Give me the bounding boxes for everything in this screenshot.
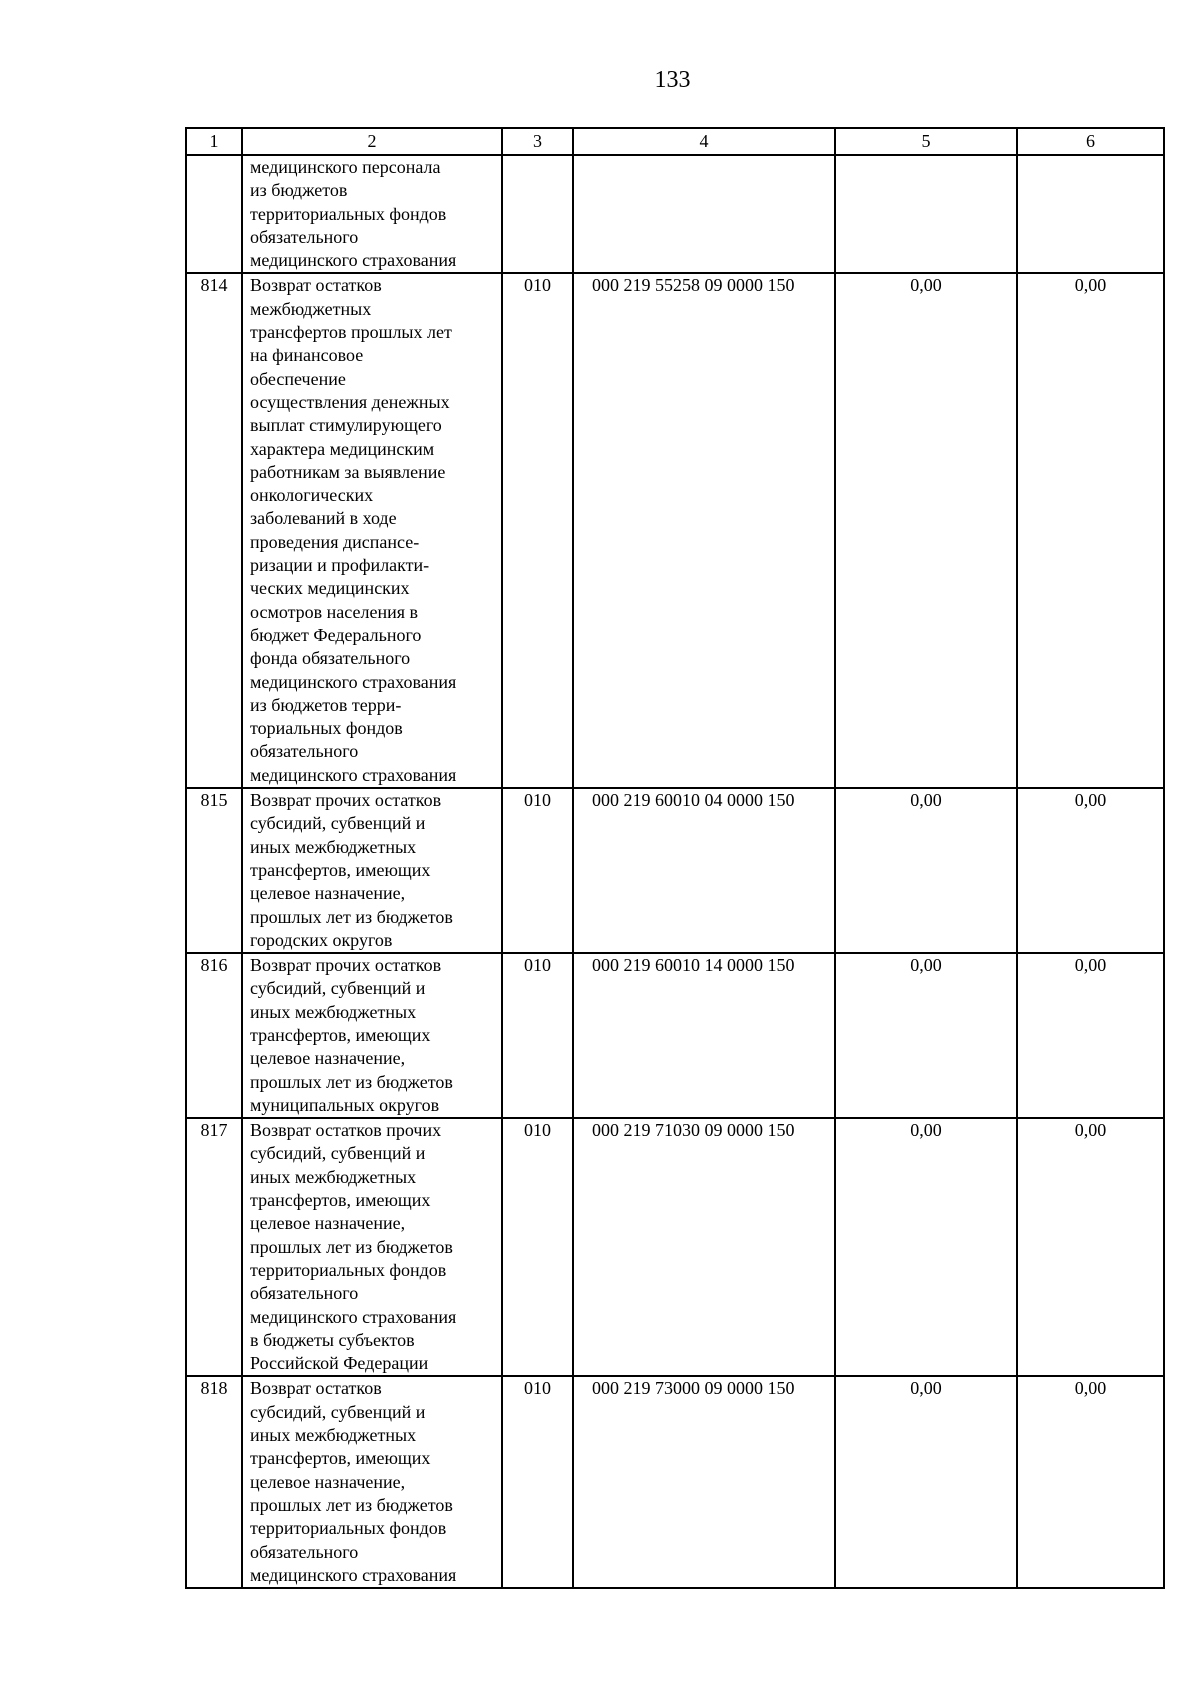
row-number — [186, 155, 242, 273]
row-name-line: субсидий, субвенций и — [250, 978, 426, 999]
admin-code — [502, 155, 573, 273]
row-number: 816 — [186, 953, 242, 1118]
row-name-line: целевое назначение, — [250, 1048, 406, 1069]
row-name-line: межбюджетных — [250, 298, 372, 319]
table-row — [186, 1376, 1164, 1588]
row-name — [242, 953, 502, 1118]
table-body — [186, 155, 1164, 1588]
amount-column-6: 0,00 — [1017, 788, 1164, 953]
row-name — [242, 1118, 502, 1376]
row-name-line: территориальных фондов — [250, 1259, 447, 1280]
amount-column-5: 0,00 — [835, 273, 1017, 788]
row-name-line: характера медицинским — [250, 438, 435, 459]
admin-code: 010 — [502, 273, 573, 788]
row-number: 815 — [186, 788, 242, 953]
admin-code: 010 — [502, 1118, 573, 1376]
row-name-line: трансфертов, имеющих — [250, 1024, 431, 1045]
row-name-line: целевое назначение, — [250, 883, 406, 904]
budget-classification-code: 000 219 71030 09 0000 150 — [573, 1118, 835, 1376]
row-name-line: в бюджеты субъектов — [250, 1329, 415, 1350]
page-number: 133 — [654, 67, 691, 93]
column-header-1: 1 — [186, 128, 242, 155]
budget-classification-code: 000 219 60010 04 0000 150 — [573, 788, 835, 953]
row-name-line: целевое назначение, — [250, 1471, 406, 1492]
row-name-line: заболеваний в ходе — [250, 508, 397, 529]
amount-column-6: 0,00 — [1017, 953, 1164, 1118]
row-name-line: прошлых лет из бюджетов — [250, 1071, 453, 1092]
column-header-3: 3 — [502, 128, 573, 155]
row-name-line: осуществления денежных — [250, 391, 450, 412]
row-name-line: медицинского страхования — [250, 1306, 457, 1327]
row-number: 817 — [186, 1118, 242, 1376]
row-name-line: Возврат остатков прочих — [250, 1120, 442, 1141]
amount-column-6: 0,00 — [1017, 1376, 1164, 1588]
row-name-line: обязательного — [250, 1541, 359, 1562]
row-name-line: субсидий, субвенций и — [250, 1143, 426, 1164]
table-row — [186, 953, 1164, 1118]
row-name-line: работникам за выявление — [250, 461, 446, 482]
amount-column-5: 0,00 — [835, 1376, 1017, 1588]
row-name-line: Возврат прочих остатков — [250, 955, 442, 976]
row-name-line: ризации и профилакти- — [250, 555, 430, 576]
admin-code: 010 — [502, 1376, 573, 1588]
amount-column-6: 0,00 — [1017, 1118, 1164, 1376]
budget-classification-code — [573, 155, 835, 273]
row-name — [242, 155, 502, 273]
amount-column-5: 0,00 — [835, 788, 1017, 953]
row-name-line: обязательного — [250, 741, 359, 762]
row-name-line: Возврат остатков — [250, 1378, 382, 1399]
row-number: 814 — [186, 273, 242, 788]
row-name-line: медицинского страхования — [250, 671, 457, 692]
budget-classification-code: 000 219 73000 09 0000 150 — [573, 1376, 835, 1588]
row-name-line: медицинского страхования — [250, 1564, 457, 1585]
row-name-line: фонда обязательного — [250, 648, 411, 669]
row-name-line: Российской Федерации — [250, 1353, 429, 1374]
row-name-line: иных межбюджетных — [250, 1001, 417, 1022]
row-name-line: ческих медицинских — [250, 578, 410, 599]
row-name-line: Возврат прочих остатков — [250, 790, 442, 811]
budget-classification-code: 000 219 60010 14 0000 150 — [573, 953, 835, 1118]
row-name-line: прошлых лет из бюджетов — [250, 1236, 453, 1257]
row-name-line: на финансовое — [250, 345, 364, 366]
row-name-line: трансфертов, имеющих — [250, 1448, 431, 1469]
row-name-line: иных межбюджетных — [250, 1166, 417, 1187]
row-name-line: целевое назначение, — [250, 1213, 406, 1234]
row-name-line: городских округов — [250, 929, 393, 950]
row-name-line: из бюджетов — [250, 180, 348, 201]
row-name-line: обеспечение — [250, 368, 346, 389]
row-name-line: территориальных фондов — [250, 203, 447, 224]
admin-code: 010 — [502, 953, 573, 1118]
table-row — [186, 155, 1164, 273]
budget-table — [185, 127, 1165, 1589]
table-row — [186, 273, 1164, 788]
header-row — [186, 128, 1164, 155]
row-name-line: территориальных фондов — [250, 1518, 447, 1539]
row-name-line: иных межбюджетных — [250, 836, 417, 857]
amount-column-5: 0,00 — [835, 953, 1017, 1118]
admin-code: 010 — [502, 788, 573, 953]
table-row — [186, 1118, 1164, 1376]
row-name-line: прошлых лет из бюджетов — [250, 1494, 453, 1515]
row-name — [242, 1376, 502, 1588]
row-name-line: муниципальных округов — [250, 1094, 440, 1115]
row-number: 818 — [186, 1376, 242, 1588]
column-header-6: 6 — [1017, 128, 1164, 155]
row-name-line: медицинского страхования — [250, 250, 457, 271]
amount-column-5: 0,00 — [835, 1118, 1017, 1376]
row-name-line: из бюджетов терри- — [250, 694, 402, 715]
row-name-line: иных межбюджетных — [250, 1425, 417, 1446]
row-name-line: медицинского страхования — [250, 764, 457, 785]
row-name-line: Возврат остатков — [250, 275, 382, 296]
row-name-line: медицинского персонала — [250, 157, 441, 177]
row-name-line: обязательного — [250, 1283, 359, 1304]
table-row — [186, 788, 1164, 953]
amount-column-6: 0,00 — [1017, 273, 1164, 788]
row-name-line: субсидий, субвенций и — [250, 1401, 426, 1422]
row-name-line: бюджет Федерального — [250, 624, 422, 645]
column-header-5: 5 — [835, 128, 1017, 155]
row-name-line: осмотров населения в — [250, 601, 419, 622]
row-name-line: трансфертов прошлых лет — [250, 322, 452, 343]
row-name-line: трансфертов, имеющих — [250, 1190, 431, 1211]
column-header-4: 4 — [573, 128, 835, 155]
row-name-line: трансфертов, имеющих — [250, 859, 431, 880]
row-name-line: онкологических — [250, 485, 374, 506]
budget-classification-code: 000 219 55258 09 0000 150 — [573, 273, 835, 788]
row-name-line: субсидий, субвенций и — [250, 813, 426, 834]
row-name-line: обязательного — [250, 226, 359, 247]
column-header-2: 2 — [242, 128, 502, 155]
row-name-line: выплат стимулирующего — [250, 415, 442, 436]
row-name — [242, 788, 502, 953]
amount-column-6 — [1017, 155, 1164, 273]
amount-column-5 — [835, 155, 1017, 273]
row-name — [242, 273, 502, 788]
row-name-line: проведения диспансе- — [250, 531, 420, 552]
row-name-line: ториальных фондов — [250, 718, 403, 739]
row-name-line: прошлых лет из бюджетов — [250, 906, 453, 927]
